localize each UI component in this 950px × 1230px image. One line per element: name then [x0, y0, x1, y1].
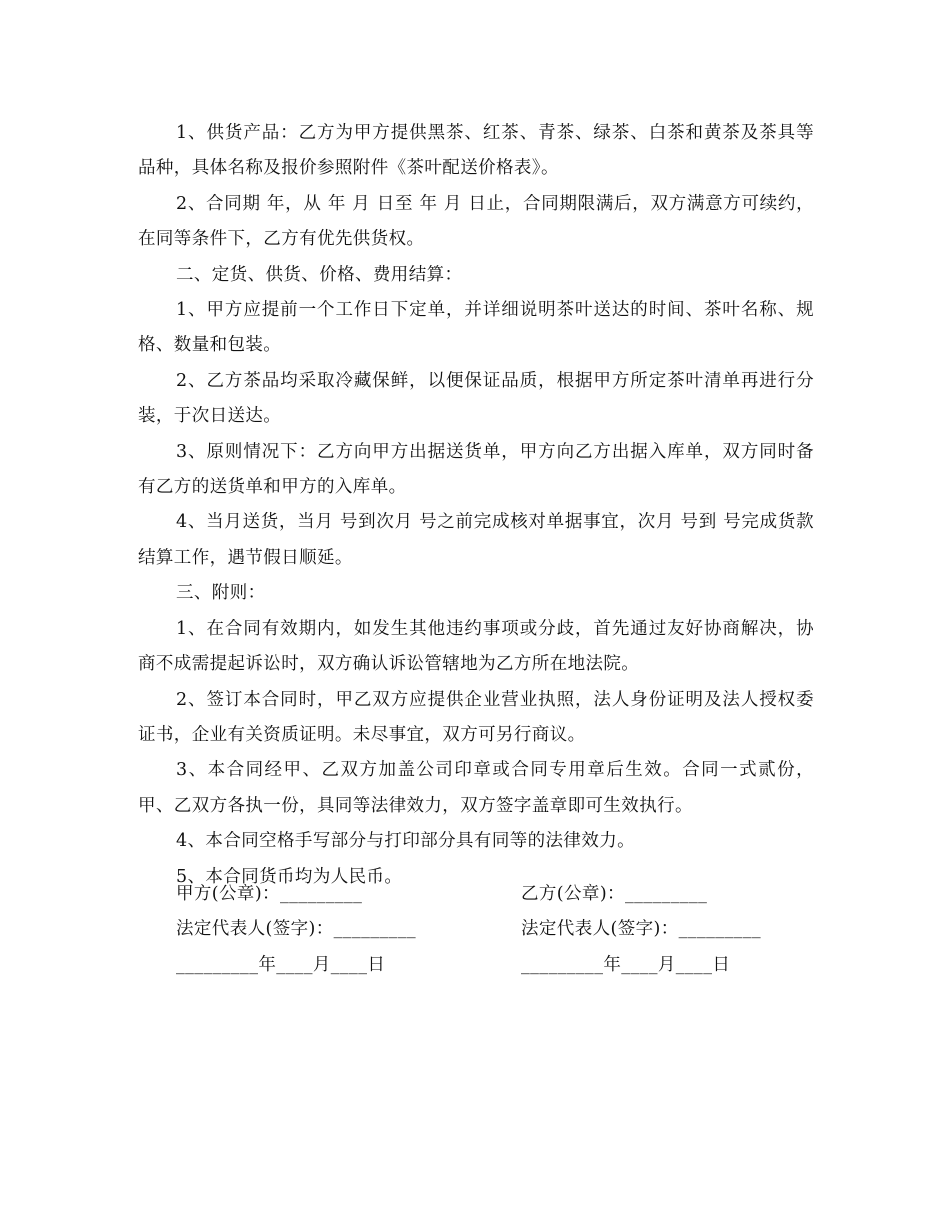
- clause-documents: 2、签订本合同时，甲乙双方应提供企业营业执照，法人身份证明及法人授权委证书，企业有关资质证明。未尽事宜，双方可另行商议。: [138, 689, 814, 745]
- clause-delivery-receipt: 3、原则情况下：乙方向甲方出据送货单，甲方向乙方出据入库单，双方同时备有乙方的送货单和甲方的入库单。: [138, 441, 814, 498]
- party-a-date-field: _________年____月____日: [176, 954, 386, 975]
- section-heading-ordering: 二、定货、供货、价格、费用结算：: [176, 264, 463, 285]
- clause-ordering: 1、甲方应提前一个工作日下定单，并详细说明茶叶送达的时间、茶叶名称、规格、数量和包装。: [138, 300, 814, 356]
- section-heading-supplementary: 三、附则：: [176, 583, 266, 604]
- signature-row-date: [138, 948, 814, 983]
- clause-storage: 2、乙方茶品均采取冷藏保鲜，以便保证品质，根据甲方所定茶叶清单再进行分装，于次日送达。: [138, 370, 814, 427]
- signature-block: [138, 877, 814, 983]
- clause-effect: 3、本合同经甲、乙双方加盖公司印章或合同专用章后生效。合同一式贰份，甲、乙双方各执一份，具同等法律效力，双方签字盖章即可生效执行。: [138, 760, 814, 816]
- contract-body: [138, 116, 814, 895]
- party-a-seal-field: 甲方(公章)：_________: [176, 884, 363, 904]
- clause-currency: 5、本合同货币均为人民币。: [176, 866, 403, 887]
- signature-row-seal: [138, 877, 814, 912]
- party-b-date-field: _________年____月____日: [521, 954, 731, 975]
- party-a-representative-field: 法定代表人(签字)：_________: [176, 919, 417, 940]
- clause-settlement: 4、当月送货，当月 号到次月 号之前完成核对单据事宜，次月 号到 号完成货款结算工作，遇节假日顺延。: [138, 512, 814, 568]
- party-b-seal-field: 乙方(公章)：_________: [521, 884, 708, 904]
- signature-row-representative: [138, 912, 814, 947]
- party-b-representative-field: 法定代表人(签字)：_________: [521, 919, 762, 940]
- clause-supply-products: 1、供货产品：乙方为甲方提供黑茶、红茶、青茶、绿茶、白茶和黄茶及茶具等品种，具体名称及报价参照附件《茶叶配送价格表》。: [138, 123, 814, 179]
- clause-handwritten: 4、本合同空格手写部分与打印部分具有同等的法律效力。: [176, 831, 636, 852]
- clause-contract-period: 2、合同期 年，从 年 月 日至 年 月 日止，合同期限满后，双方满意方可续约，在同等条件下，乙方有优先供货权。: [138, 193, 814, 250]
- clause-dispute: 1、在合同有效期内，如发生其他违约事项或分歧，首先通过友好协商解决，协商不成需提起诉讼时，双方确认诉讼管辖地为乙方所在地法院。: [138, 618, 814, 675]
